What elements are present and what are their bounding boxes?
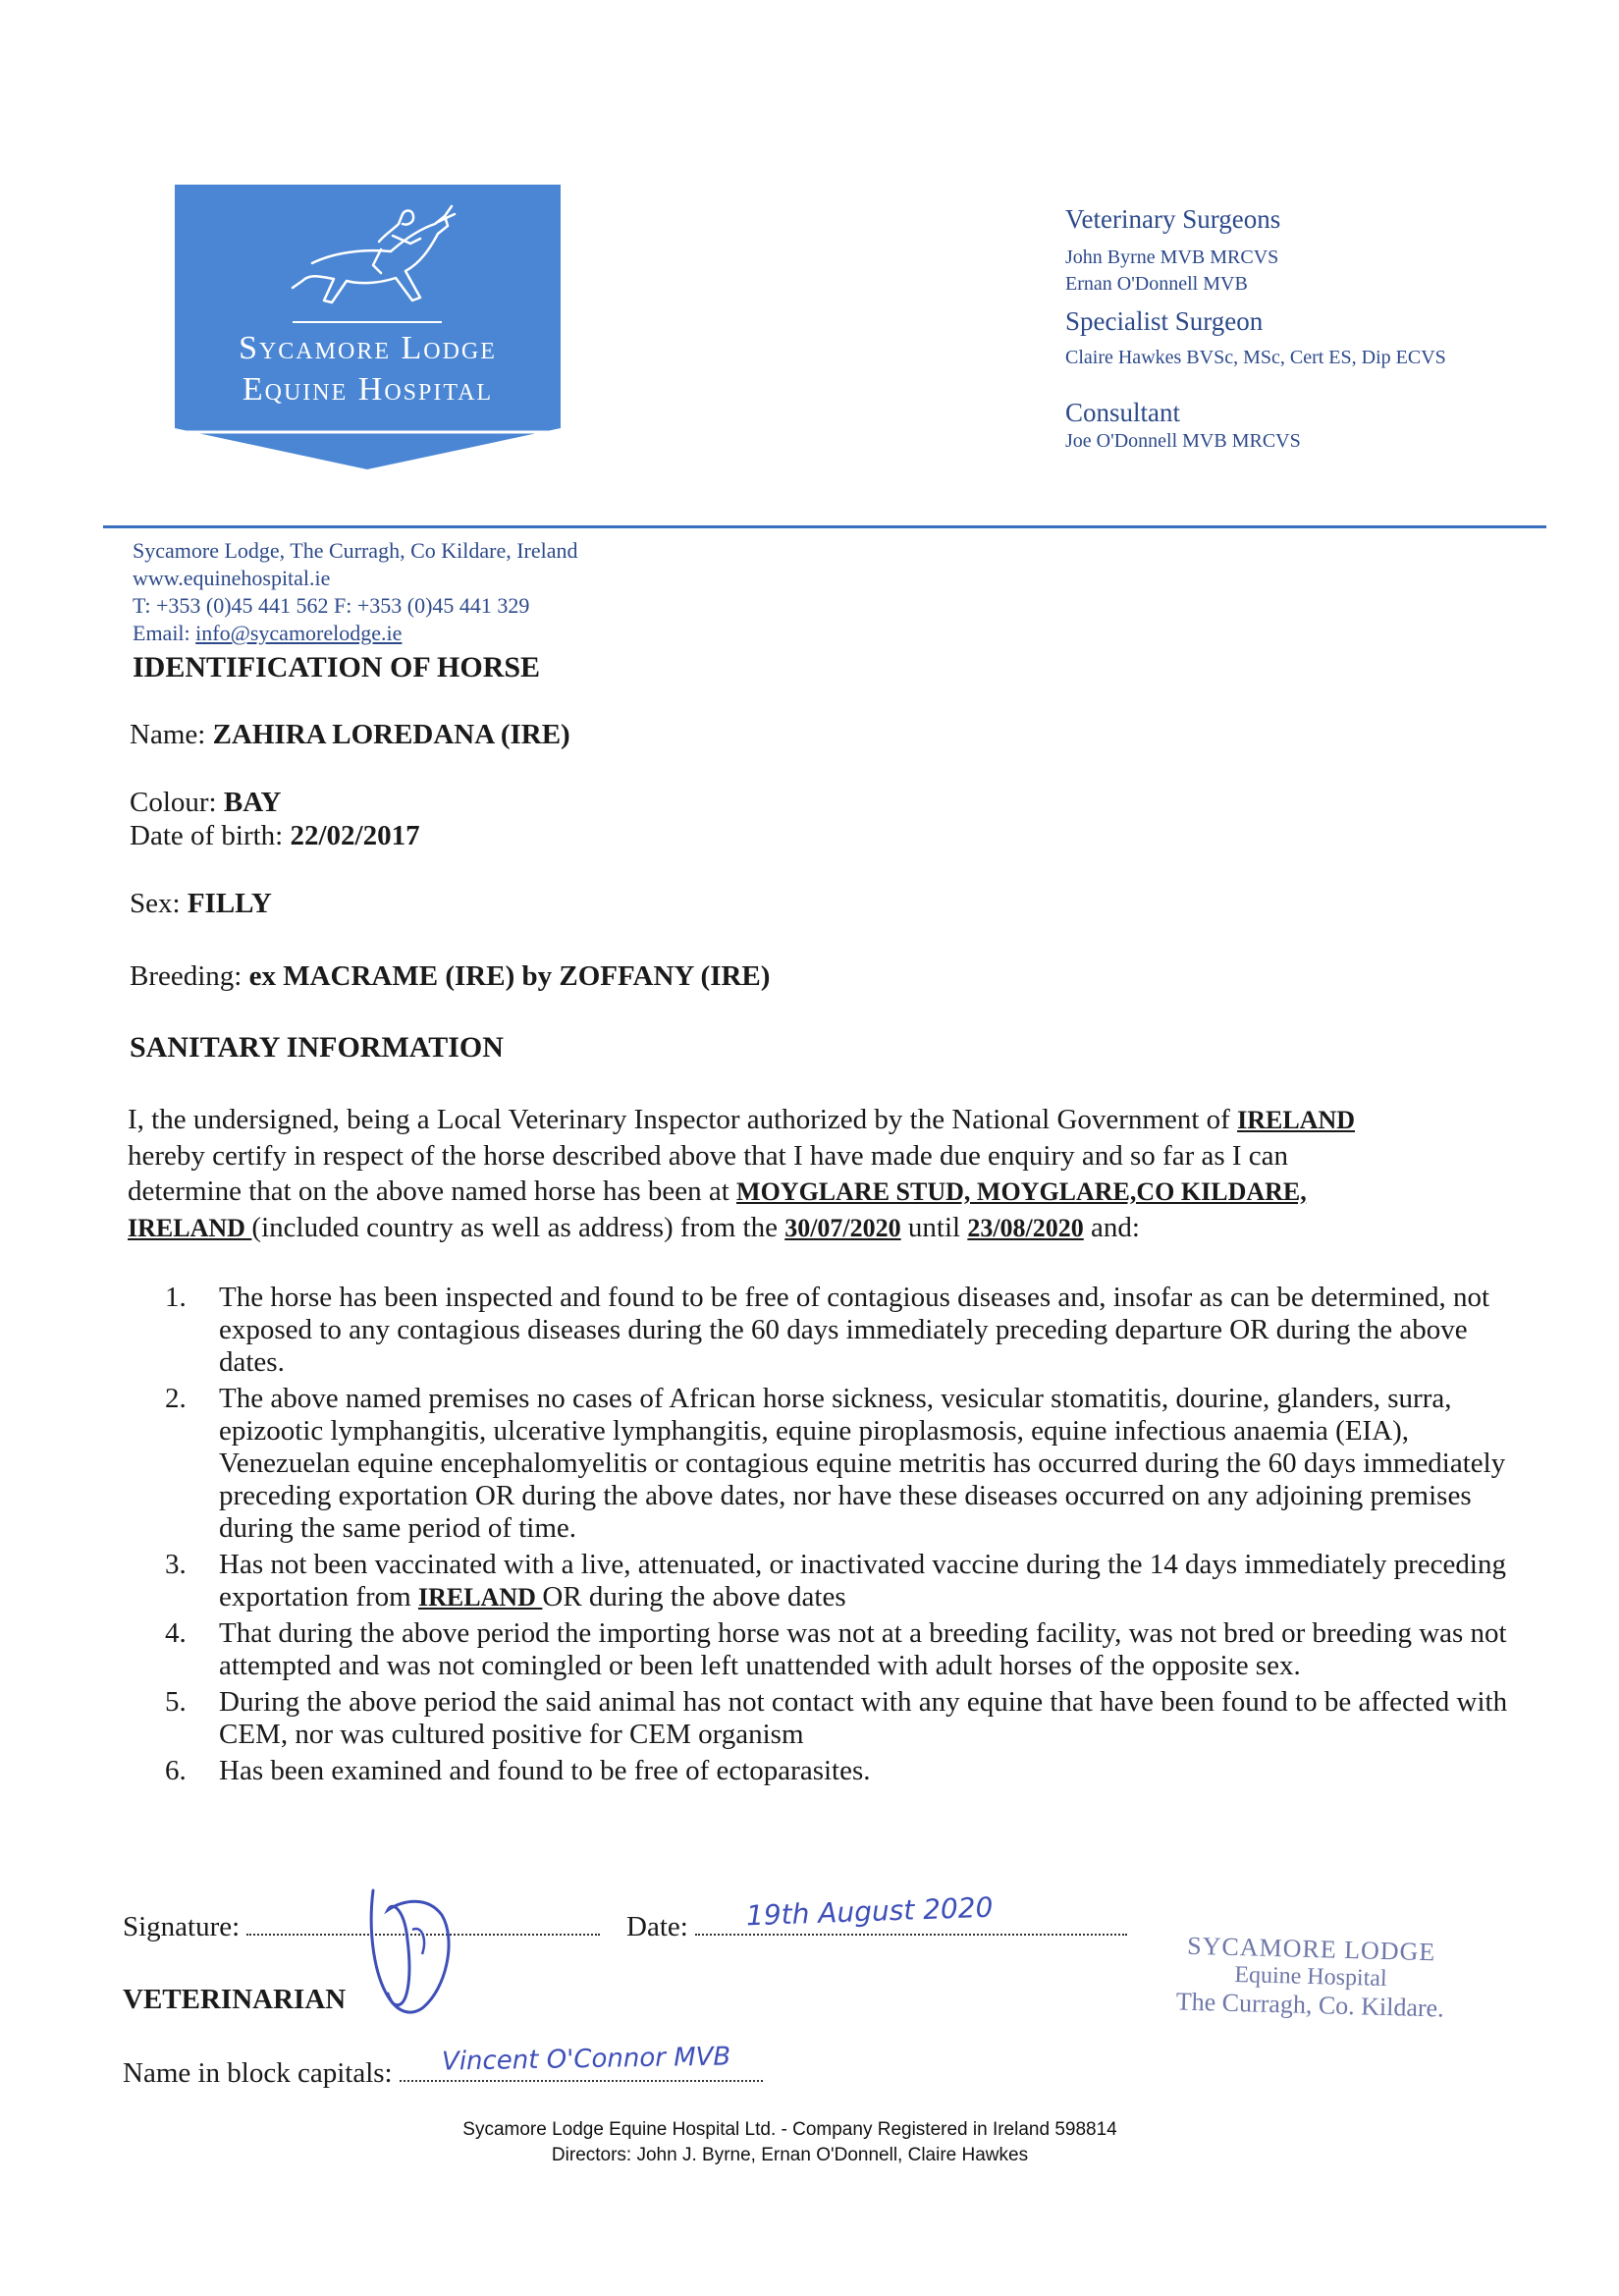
condition-item xyxy=(165,1617,1510,1682)
statement-p6: and: xyxy=(1083,1212,1140,1243)
condition-number: 5. xyxy=(165,1686,187,1718)
statement-p4: (included country as well as address) from the xyxy=(251,1212,785,1243)
condition-number: 2. xyxy=(165,1383,187,1414)
vet-surgeon-1: John Byrne MVB MRCVS xyxy=(1065,246,1279,268)
logo-line-2: Equine Hospital xyxy=(242,371,494,408)
condition-item xyxy=(165,1282,1510,1379)
block-capitals-label: Name in block capitals: xyxy=(123,2057,400,2089)
handwritten-name: Vincent O'Connor MVB xyxy=(441,2042,731,2077)
condition-text: The horse has been inspected and found to be free of contagious diseases and, insofar as can be determined, not exposed to any contagious diseases during the 60 days immediately preceding departure OR during the above dates. xyxy=(219,1282,1490,1378)
phone-fax-line: T: +353 (0)45 441 562 F: +353 (0)45 441 329 xyxy=(133,593,530,618)
condition-item xyxy=(165,1383,1510,1545)
date-label: Date: xyxy=(626,1911,696,1942)
breeding-row xyxy=(130,958,770,994)
horse-name: ZAHIRA LOREDANA (IRE) xyxy=(212,719,570,750)
condition-text: During the above period the said animal has not contact with any equine that have been found to be affected with CEM, nor was cultured positive for CEM organism xyxy=(219,1686,1508,1750)
statement-from-date: 30/07/2020 xyxy=(784,1214,901,1242)
condition-item xyxy=(165,1755,1510,1787)
website-link[interactable]: www.equinehospital.ie xyxy=(133,566,331,590)
condition-text: Has been examined and found to be free of ectoparasites. xyxy=(219,1755,871,1786)
consultant-name: Joe O'Donnell MVB MRCVS xyxy=(1065,430,1301,452)
conditions-list xyxy=(165,1282,1510,1791)
statement-p5: until xyxy=(900,1212,968,1243)
dob-row xyxy=(130,818,420,853)
specialist-surgeon: Claire Hawkes BVSc, MSc, Cert ES, Dip ECVS xyxy=(1065,347,1446,368)
colour-label: Colour: xyxy=(130,787,224,818)
hospital-logo xyxy=(175,185,561,469)
condition-text: That during the above period the importing horse was not at a breeding facility, was not bred or breeding was not attempted and was not comingled or been left unattended with adult horses of the opposite sex. xyxy=(219,1617,1507,1681)
condition-item xyxy=(165,1549,1510,1613)
footer-company-line: Sycamore Lodge Equine Hospital Ltd. - Company Registered in Ireland 598814 xyxy=(462,2119,1117,2140)
stamp-line-1: SYCAMORE LODGE xyxy=(1186,1931,1436,1967)
handwritten-signature xyxy=(353,1871,471,2018)
footer-directors-line: Directors: John J. Byrne, Ernan O'Donnell, Claire Hawkes xyxy=(551,2145,1029,2165)
stamp-line-3: The Curragh, Co. Kildare. xyxy=(1175,1987,1445,2023)
statement-p3: determine that on the above named horse has been at xyxy=(128,1175,737,1207)
condition-country: IRELAND xyxy=(417,1583,543,1612)
specialist-heading: Specialist Surgeon xyxy=(1065,306,1264,336)
address-line: Sycamore Lodge, The Curragh, Co Kildare, Ireland xyxy=(133,538,578,563)
condition-item xyxy=(165,1686,1510,1751)
vet-surgeons-heading: Veterinary Surgeons xyxy=(1065,204,1281,234)
consultant-heading: Consultant xyxy=(1065,398,1181,427)
statement-premises-2: IRELAND xyxy=(128,1214,252,1242)
breeding-label: Breeding: xyxy=(130,960,249,992)
name-label: Name: xyxy=(130,719,213,750)
header-divider xyxy=(103,525,1546,528)
vet-surgeon-2: Ernan O'Donnell MVB xyxy=(1065,273,1248,295)
statement-until-date: 23/08/2020 xyxy=(967,1214,1084,1242)
horse-sex: FILLY xyxy=(187,888,272,919)
condition-text: Has not been vaccinated with a live, attenuated, or inactivated vaccine during the 14 days immediately preceding exportation from xyxy=(219,1549,1506,1613)
colour-row xyxy=(130,785,281,820)
condition-number: 4. xyxy=(165,1617,187,1649)
horse-breeding: ex MACRAME (IRE) by ZOFFANY (IRE) xyxy=(248,960,771,992)
identification-heading: IDENTIFICATION OF HORSE xyxy=(133,651,541,683)
statement-p2: hereby certify in respect of the horse described above that I have made due enquiry and so far as I can xyxy=(128,1140,1289,1172)
sex-row xyxy=(130,886,272,921)
condition-number: 1. xyxy=(165,1282,187,1313)
statement-premises-1: MOYGLARE STUD, MOYGLARE,CO KILDARE, xyxy=(736,1177,1307,1206)
condition-text: The above named premises no cases of African horse sickness, vesicular stomatitis, dourine, glanders, surra, epizootic lymphangitis, ulcerative lymphangitis, equine piroplasmosis, equine infectious anaemia (EIA), Venezuelan equine encephalomyelitis or contagious equine metritis has occurred during the 60 days immediately preceding exportation OR during the above dates, nor have these diseases occurred on any adjoining premises during the same period of time. xyxy=(219,1383,1506,1544)
stamp-line-2: Equine Hospital xyxy=(1234,1961,1387,1993)
statement-country: IRELAND xyxy=(1237,1106,1356,1134)
email-line xyxy=(133,621,402,646)
email-link[interactable]: info@sycamorelodge.ie xyxy=(195,621,403,645)
dob-label: Date of birth: xyxy=(130,820,291,851)
sanitary-heading: SANITARY INFORMATION xyxy=(130,1031,504,1064)
statement-p1: I, the undersigned, being a Local Veterinary Inspector authorized by the National Government of xyxy=(128,1104,1238,1135)
veterinarian-label: VETERINARIAN xyxy=(123,1984,347,2015)
horse-dob: 22/02/2017 xyxy=(290,820,420,851)
logo-line-1: Sycamore Lodge xyxy=(239,330,497,366)
email-label: Email: xyxy=(133,621,196,645)
hospital-stamp xyxy=(1133,1930,1488,2024)
horse-and-jockey-icon xyxy=(283,194,459,317)
condition-number: 3. xyxy=(165,1549,187,1580)
horse-name-row xyxy=(130,717,570,752)
certification-statement xyxy=(128,1102,1502,1246)
signature-label: Signature: xyxy=(123,1911,247,1942)
condition-number: 6. xyxy=(165,1755,187,1786)
handwritten-date: 19th August 2020 xyxy=(745,1890,994,1933)
horse-colour: BAY xyxy=(223,787,282,818)
condition-text-tail: OR during the above dates xyxy=(542,1581,846,1613)
sex-label: Sex: xyxy=(130,888,188,919)
